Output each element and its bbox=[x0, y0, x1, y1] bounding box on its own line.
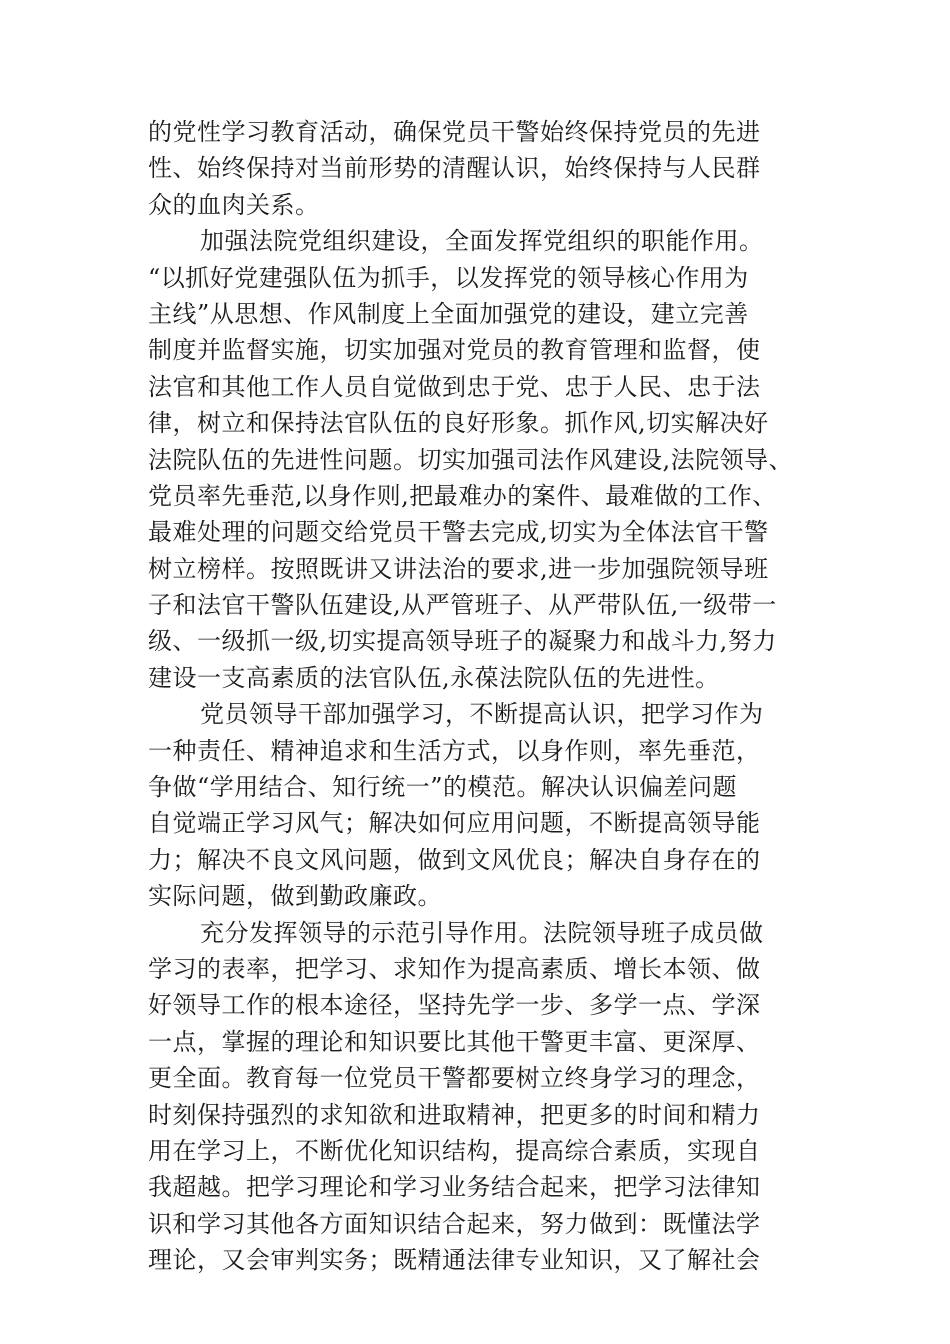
text-line: 更全面。教育每一位党员干警都要树立终身学习的理念， bbox=[148, 1064, 761, 1093]
text-line: 力；解决不良文风问题，做到文风优良；解决自身存在的 bbox=[148, 845, 761, 874]
text-line: 最难处理的问题交给党员干警去完成,切实为全体法官干警 bbox=[148, 518, 769, 547]
text-line: 建设一支高素质的法官队伍,永葆法院队伍的先进性。 bbox=[148, 663, 720, 692]
text-line: “以抓好党建强队伍为抓手，以发挥党的领导核心作用为 bbox=[148, 263, 749, 292]
document-body bbox=[148, 114, 828, 1279]
text-line: 用在学习上，不断优化知识结构，提高综合素质，实现自 bbox=[148, 1136, 761, 1165]
text-line: 识和学习其他各方面知识结合起来，努力做到：既懂法学 bbox=[148, 1209, 761, 1238]
text-line: 子和法官干警队伍建设,从严管班子、从严带队伍,一级带一 bbox=[148, 591, 777, 620]
text-line: 一种责任、精神追求和生活方式，以身作则，率先垂范， bbox=[148, 736, 761, 765]
text-line: 众的血肉关系。 bbox=[148, 190, 320, 219]
text-line: 党员领导干部加强学习，不断提高认识，把学习作为 bbox=[200, 700, 764, 729]
text-line: 树立榜样。按照既讲又讲法治的要求,进一步加强院领导班 bbox=[148, 554, 769, 583]
text-line: 性、始终保持对当前形势的清醒认识，始终保持与人民群 bbox=[148, 154, 761, 183]
text-line: 级、一级抓一级,切实提高领导班子的凝聚力和战斗力,努力 bbox=[148, 627, 777, 656]
text-line: 一点，掌握的理论和知识要比其他干警更丰富、更深厚、 bbox=[148, 1027, 761, 1056]
text-line: 自觉端正学习风气；解决如何应用问题，不断提高领导能 bbox=[148, 809, 761, 838]
text-line: 主线”从思想、作风制度上全面加强党的建设，建立完善 bbox=[148, 299, 749, 328]
paragraph-2 bbox=[148, 223, 828, 696]
text-line: 我超越。把学习理论和学习业务结合起来，把学习法律知 bbox=[148, 1173, 761, 1202]
text-line: 制度并监督实施，切实加强对党员的教育管理和监督，使 bbox=[148, 336, 761, 365]
text-line: 好领导工作的根本途径，坚持先学一步、多学一点、学深 bbox=[148, 991, 761, 1020]
text-line: 学习的表率，把学习、求知作为提高素质、增长本领、做 bbox=[148, 954, 761, 983]
text-line: 充分发挥领导的示范引导作用。法院领导班子成员做 bbox=[200, 918, 764, 947]
text-line: 党员率先垂范,以身作则,把最难办的案件、最难做的工作、 bbox=[148, 481, 777, 510]
text-line: 时刻保持强烈的求知欲和进取精神，把更多的时间和精力 bbox=[148, 1100, 761, 1129]
text-line: 的党性学习教育活动，确保党员干警始终保持党员的先进 bbox=[148, 118, 761, 146]
paragraph-3 bbox=[148, 696, 828, 914]
text-line: 法院队伍的先进性问题。切实加强司法作风建设,法院领导、 bbox=[148, 445, 794, 474]
paragraph-1 bbox=[148, 114, 828, 223]
text-line: 争做“学用结合、知行统一”的模范。解决认识偏差问题 bbox=[148, 773, 738, 802]
text-line: 实际问题，做到勤政廉政。 bbox=[148, 882, 442, 911]
text-line: 律，树立和保持法官队伍的良好形象。抓作风,切实解决好 bbox=[148, 409, 769, 438]
text-line: 理论，又会审判实务；既精通法律专业知识，又了解社会 bbox=[148, 1246, 761, 1275]
text-line: 加强法院党组织建设，全面发挥党组织的职能作用。 bbox=[200, 227, 764, 256]
paragraph-4 bbox=[148, 915, 828, 1279]
text-line: 法官和其他工作人员自觉做到忠于党、忠于人民、忠于法 bbox=[148, 372, 761, 401]
